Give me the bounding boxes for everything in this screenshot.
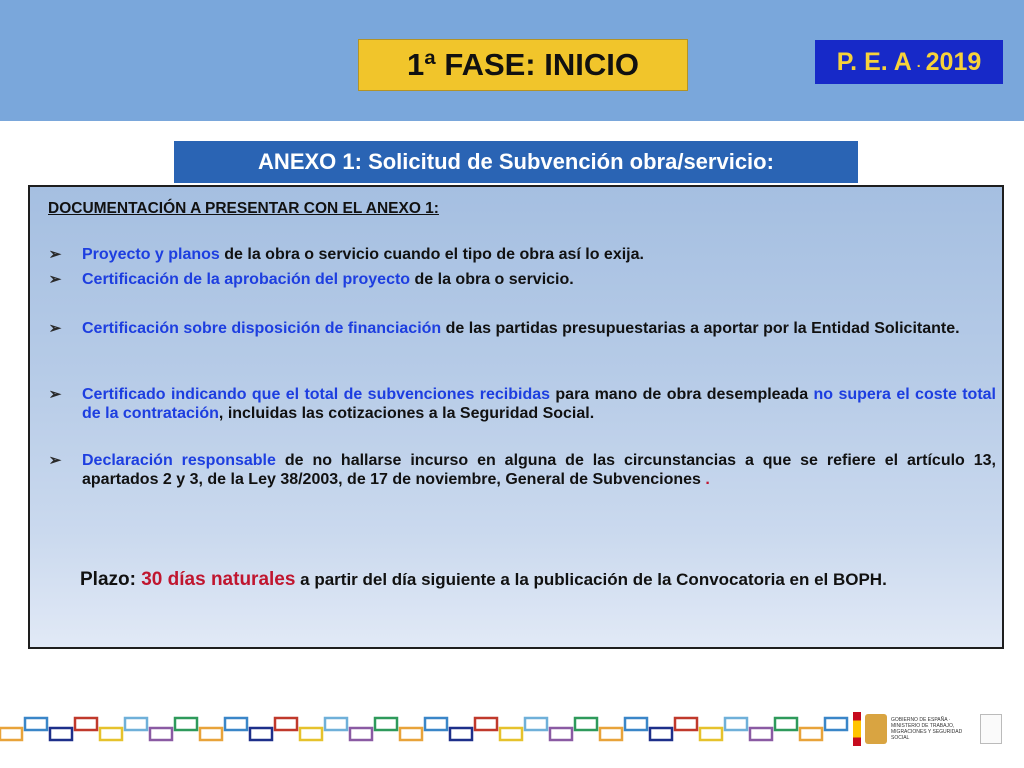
deadline-highlight: 30 días naturales [141,569,296,590]
bullet-rest: , incluidas las cotizaciones a la Seguridad Social. [218,405,595,422]
deadline-rest: a partir del día siguiente a la publicación de la Convocatoria en el BOPH. [295,570,887,589]
arrow-bullet-icon: ➢ [48,452,62,469]
bullet-text [68,385,996,423]
spain-flag-icon [853,712,861,746]
chain-link [50,728,72,740]
chain-link [675,718,697,730]
bullet-highlight: Certificado indicando que el total de subvenciones recibidas [82,386,551,403]
chain-link [275,718,297,730]
bullet-red-dot: . [705,471,710,488]
chain-link [150,728,172,740]
chain-link [0,728,22,740]
bullet-highlight-2: no supera el coste total de la contratación [82,386,996,422]
chain-link [575,718,597,730]
secondary-logo [980,714,1002,744]
chain-link [350,728,372,740]
chain-link [100,728,122,740]
annex-banner: ANEXO 1: Solicitud de Subvención obra/servicio: [174,141,858,183]
ministry-text: GOBIERNO DE ESPAÑA · MINISTERIO DE TRABAJO, MIGRACIONES Y SEGURIDAD SOCIAL [891,717,963,741]
bullet-rest: de no hallarse incurso en alguna de las circunstancias a que se refiere el artículo 13, apartados 2 y 3, de la Ley 38/2003, de 17 de noviembre, General de Subvenciones [82,452,996,488]
chain-link [225,718,247,730]
chain-link [425,718,447,730]
chain-link [725,718,747,730]
bullet-item [40,270,996,289]
chain-link [750,728,772,740]
bullet-highlight: Declaración responsable [82,452,276,469]
government-logo [853,712,977,746]
chain-link [325,718,347,730]
badge-dot: . [916,54,921,70]
chain-link [525,718,547,730]
phase-title: 1ª FASE: INICIO [358,39,688,91]
chain-link [175,718,197,730]
bullet-rest: de la obra o servicio. [410,271,574,288]
arrow-bullet-icon: ➢ [48,246,62,263]
chain-link [25,718,47,730]
chain-link [775,718,797,730]
chain-link [650,728,672,740]
bullet-highlight: Certificación sobre disposición de financiación [82,320,442,337]
bullet-rest: de la obra o servicio cuando el tipo de obra así lo exija. [219,246,644,263]
deadline-note [80,568,996,591]
bullet-item [40,245,996,264]
documentation-panel [28,185,1004,649]
chain-link [250,728,272,740]
arrow-bullet-icon: ➢ [48,271,62,288]
chain-link-decoration [0,712,850,748]
bullet-text [68,451,996,489]
bullet-item [40,319,996,338]
chain-link [625,718,647,730]
chain-link [75,718,97,730]
bullet-text [68,319,996,338]
bullet-mid: para mano de obra desempleada [550,386,814,403]
chain-link [600,728,622,740]
bullet-item [40,385,996,423]
deadline-label: Plazo: [80,569,142,590]
badge-label: P. E. A [836,47,912,76]
chain-link [400,728,422,740]
chain-link [475,718,497,730]
arrow-bullet-icon: ➢ [48,386,62,403]
chain-link [825,718,847,730]
arrow-bullet-icon: ➢ [48,320,62,337]
chain-link [375,718,397,730]
chain-link [200,728,222,740]
badge-year: 2019 [925,47,982,76]
bullet-rest: de las partidas presupuestarias a aportar por la Entidad Solicitante. [441,320,960,337]
bullet-item [40,451,996,489]
chain-link [800,728,822,740]
chain-link [700,728,722,740]
chain-link [450,728,472,740]
chain-link [550,728,572,740]
bullet-text [68,245,996,264]
chain-link [125,718,147,730]
bullet-text [68,270,996,289]
chain-link [500,728,522,740]
chain-link [300,728,322,740]
pea-year-badge [815,40,1003,84]
bullet-highlight: Proyecto y planos [82,246,220,263]
documentation-heading: DOCUMENTACIÓN A PRESENTAR CON EL ANEXO 1: [48,200,439,217]
coat-of-arms-icon [865,714,887,744]
bullet-highlight: Certificación de la aprobación del proyecto [82,271,411,288]
